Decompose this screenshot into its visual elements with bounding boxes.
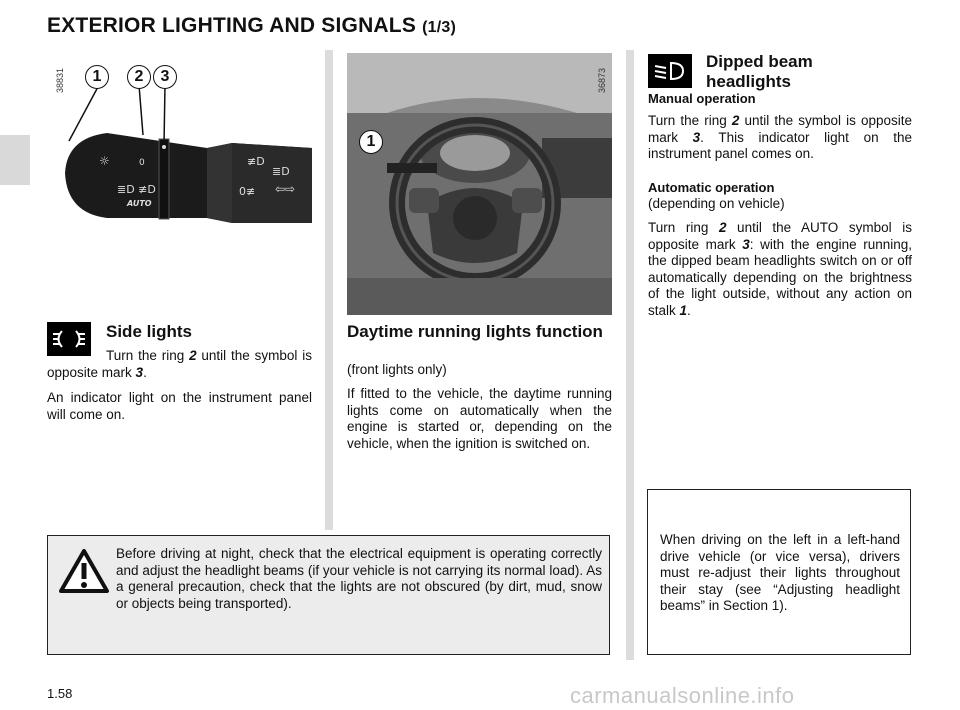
- stalk-drawing: [47, 53, 312, 315]
- automatic-operation-note: (depending on vehicle): [648, 196, 785, 211]
- manual-operation-text: Turn the ring 2 until the symbol is opposite mark 3. This indicator light on the instrument panel comes on.: [648, 113, 913, 161]
- callout-2: 2: [127, 65, 151, 89]
- watermark: carmanualsonline.info: [570, 683, 795, 708]
- title-part: (1/3): [422, 19, 456, 36]
- warning-text: Before driving at night, check that the electrical equipment is operating correctly and adjust the headlight beams (if your vehicle is not carrying its normal load). As a general precaution, check that the lights are not obscured (by dirt, mud, snow or objects being transported).: [116, 546, 602, 611]
- column-divider-right: [626, 50, 634, 660]
- page-title: [47, 14, 456, 38]
- drl-body: If fitted to the vehicle, the daytime running lights come on automatically when the engine is started or, depending on the vehicle, when the ignition is switched on.: [347, 386, 612, 451]
- automatic-operation-text: Turn ring 2 until the AUTO symbol is opposite mark 3: with the engine running, the dipped beam headlights switch on or off automatically depending on the brightness of the light outside, without any action on stalk 1.: [648, 220, 912, 318]
- stalk-label-auto: AUTO: [127, 199, 152, 208]
- side-lights-instruction: Turn the ring 2 until the symbol is opposite mark 3.: [47, 348, 312, 380]
- callout-stalk: 1: [359, 130, 383, 154]
- svg-text:≣D ≢D: ≣D ≢D: [117, 183, 156, 196]
- note-text: When driving on the left in a left-hand drive vehicle (or vice versa), drivers must re-adjust their lights throughout their stay (see “Adjusting headlight beams” in Section 1).: [660, 532, 900, 613]
- callout-3: 3: [153, 65, 177, 89]
- automatic-operation-title: Automatic operation: [648, 180, 775, 195]
- drl-note: (front lights only): [347, 362, 447, 377]
- manual-operation-title: Manual operation: [648, 91, 756, 106]
- photo-code-left: 38831: [55, 67, 65, 93]
- page-number: 1.58: [47, 686, 73, 701]
- column-divider-left: [325, 50, 333, 530]
- stalk-label-zero: 0: [139, 158, 145, 168]
- warning-icon: [58, 548, 110, 594]
- svg-text:≢D: ≢D: [247, 155, 265, 168]
- dashboard-illustration: [347, 53, 612, 315]
- warning-box: [47, 535, 610, 655]
- title-main: EXTERIOR LIGHTING AND SIGNALS: [47, 14, 417, 37]
- note-box: [647, 489, 911, 655]
- dipped-beam-icon: [648, 54, 692, 88]
- svg-text:⇦⇨: ⇦⇨: [275, 182, 296, 196]
- dashboard-drawing: [347, 53, 612, 315]
- svg-text:☼: ☼: [99, 154, 110, 168]
- dipped-beam-heading: Dipped beam headlights: [706, 52, 813, 91]
- photo-code-right: 36873: [597, 67, 607, 93]
- side-lights-indicator-text: An indicator light on the instrument panel will come on.: [47, 390, 312, 422]
- section-tab: [0, 135, 30, 185]
- svg-text:0≢: 0≢: [239, 185, 256, 198]
- side-lights-heading: Side lights: [106, 322, 192, 341]
- drl-heading: Daytime running lights function: [347, 322, 603, 341]
- stalk-illustration: [47, 53, 312, 315]
- callout-1: 1: [85, 65, 109, 89]
- svg-text:≣D: ≣D: [272, 165, 290, 178]
